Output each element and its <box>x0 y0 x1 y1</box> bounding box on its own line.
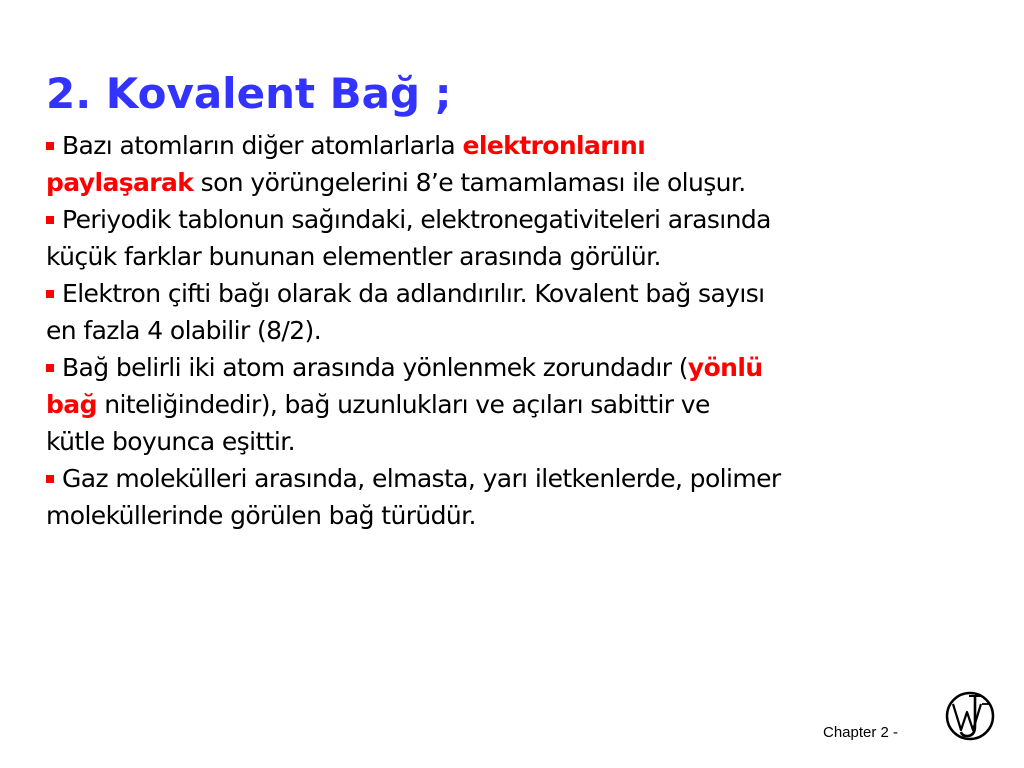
bullet-4-highlight-1: yönlü <box>687 353 763 382</box>
chapter-footer: Chapter 2 - <box>823 724 899 741</box>
bullet-1-highlight-1: elektronlarını <box>462 131 646 160</box>
bullet-square-icon <box>46 142 54 150</box>
slide-title: 2. Kovalent Bağ ; <box>46 69 452 118</box>
bullet-paragraph-1 <box>46 127 946 201</box>
bullet-square-icon <box>46 475 54 483</box>
bullet-5-line-1: Gaz molekülleri arasında, elmasta, yarı iletkenlerde, polimer <box>62 464 781 493</box>
bullet-4-text-end: kütle boyunca eşittir. <box>46 427 295 456</box>
bullet-square-icon <box>46 216 54 224</box>
bullet-paragraph-5 <box>46 460 946 534</box>
bullet-square-icon <box>46 364 54 372</box>
wiley-logo-icon <box>944 688 996 744</box>
bullet-1-highlight-2: paylaşarak <box>46 168 194 197</box>
bullet-2-line-1: Periyodik tablonun sağındaki, elektronegativiteleri arasında <box>62 205 771 234</box>
bullet-1-text: Bazı atomların diğer atomlarlarla <box>62 131 463 160</box>
slide-content <box>46 127 946 534</box>
bullet-5-line-2: moleküllerinde görülen bağ türüdür. <box>46 501 476 530</box>
bullet-4-text: Bağ belirli iki atom arasında yönlenmek zorundadır ( <box>62 353 688 382</box>
bullet-3-line-2: en fazla 4 olabilir (8/2). <box>46 316 322 345</box>
bullet-4-highlight-2: bağ <box>46 390 97 419</box>
bullet-square-icon <box>46 290 54 298</box>
bullet-2-line-2: küçük farklar bununan elementler arasında görülür. <box>46 242 661 271</box>
bullet-1-text-end: son yörüngelerini 8’e tamamlaması ile oluşur. <box>193 168 746 197</box>
bullet-paragraph-2 <box>46 201 946 275</box>
bullet-paragraph-3 <box>46 275 946 349</box>
bullet-paragraph-4 <box>46 349 946 460</box>
bullet-3-line-1: Elektron çifti bağı olarak da adlandırılır. Kovalent bağ sayısı <box>62 279 765 308</box>
bullet-4-text-mid: niteliğindedir), bağ uzunlukları ve açıları sabittir ve <box>96 390 710 419</box>
